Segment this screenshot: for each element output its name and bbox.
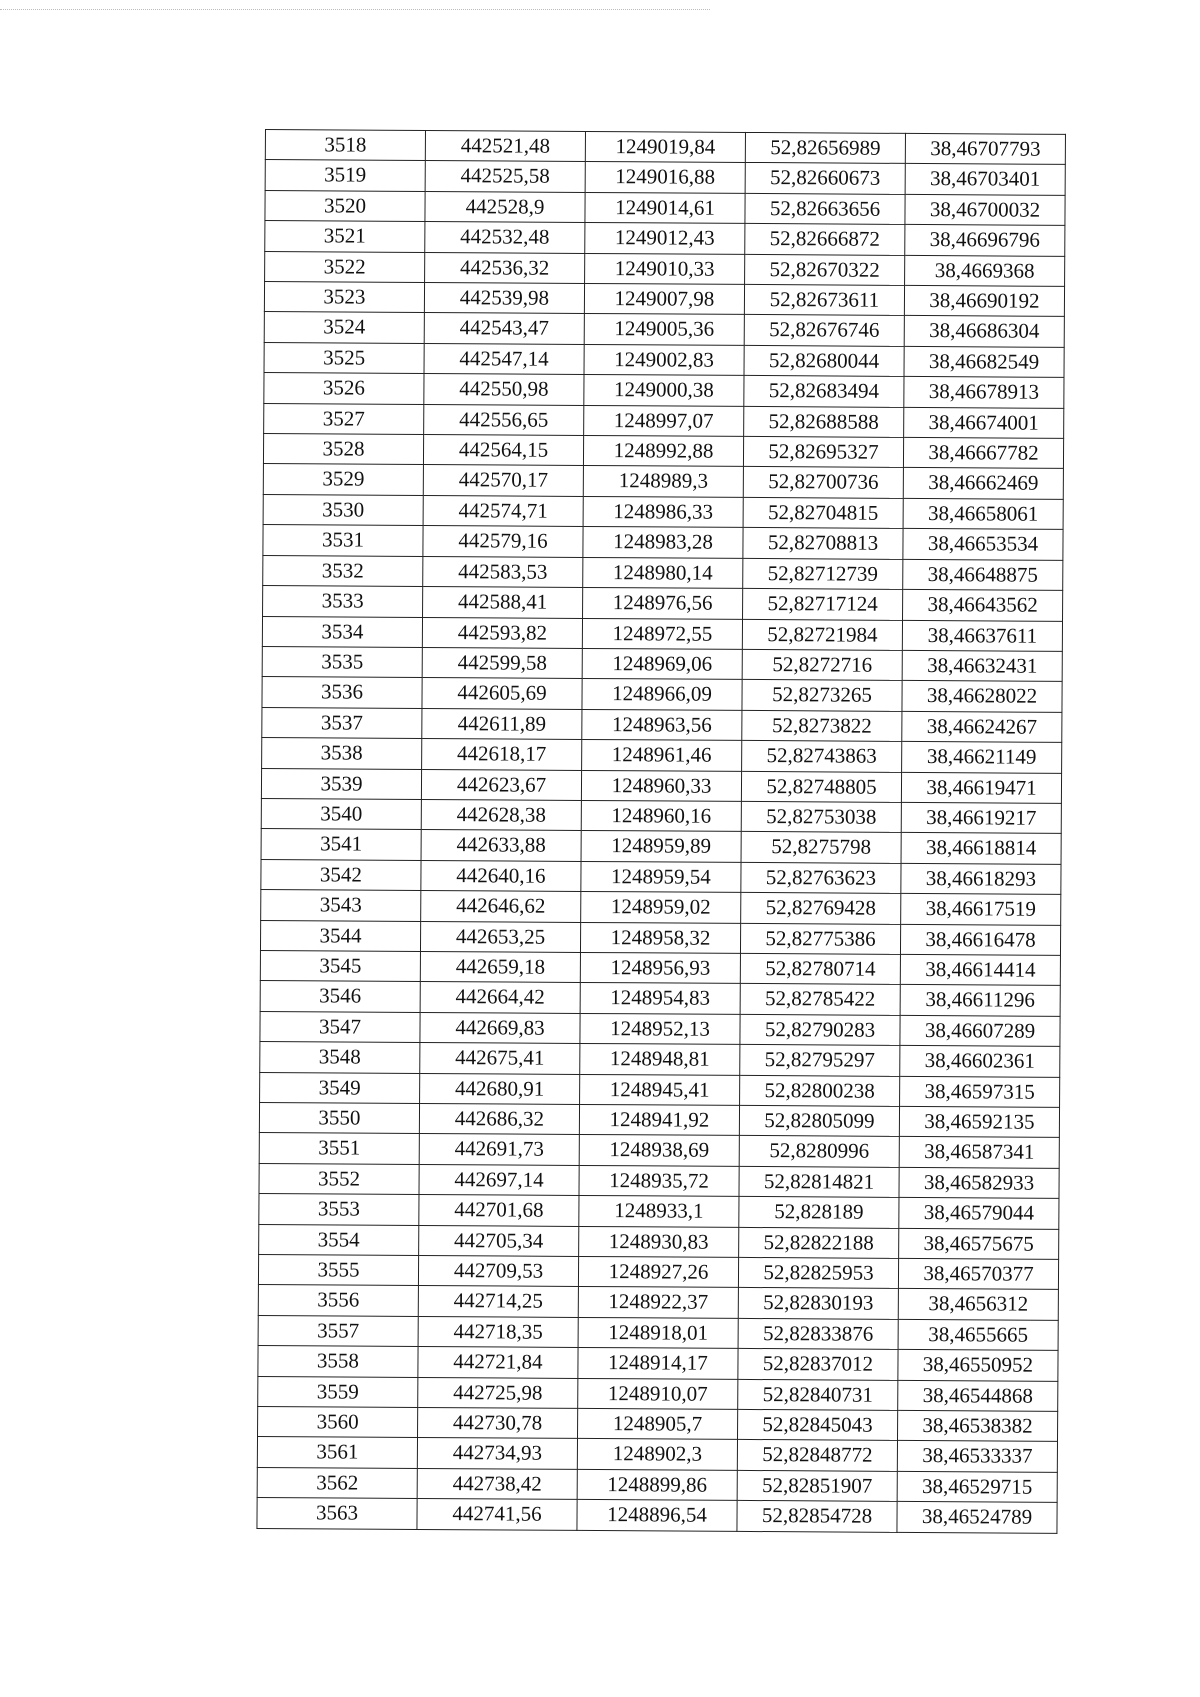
cell-point-number: 3559 <box>258 1376 418 1407</box>
cell-point-number: 3528 <box>263 434 423 465</box>
table-row <box>263 494 1063 529</box>
cell-longitude: 38,46538382 <box>897 1410 1057 1441</box>
cell-x-coordinate: 442528,9 <box>425 191 585 222</box>
cell-latitude: 52,82680044 <box>744 345 904 376</box>
table-row <box>260 1072 1060 1107</box>
cell-x-coordinate: 442718,35 <box>418 1316 578 1347</box>
table-row <box>264 342 1064 377</box>
cell-y-coordinate: 1248927,26 <box>578 1256 738 1287</box>
cell-y-coordinate: 1248933,1 <box>579 1196 739 1227</box>
cell-longitude: 38,46582933 <box>899 1167 1059 1198</box>
table-row <box>263 586 1063 621</box>
cell-longitude: 38,46619471 <box>901 772 1061 803</box>
cell-point-number: 3537 <box>262 707 422 738</box>
cell-latitude: 52,82795297 <box>740 1045 900 1076</box>
cell-longitude: 38,4656312 <box>898 1289 1058 1320</box>
cell-point-number: 3558 <box>258 1346 418 1377</box>
cell-longitude: 38,46617519 <box>901 894 1061 925</box>
table-row <box>262 707 1062 742</box>
cell-x-coordinate: 442653,25 <box>420 921 580 952</box>
cell-x-coordinate: 442570,17 <box>423 465 583 496</box>
cell-x-coordinate: 442646,62 <box>421 891 581 922</box>
cell-x-coordinate: 442547,14 <box>424 343 584 374</box>
cell-point-number: 3554 <box>259 1224 419 1255</box>
table-row <box>262 646 1062 681</box>
table-row <box>259 1194 1059 1229</box>
cell-point-number: 3527 <box>264 403 424 434</box>
table-row <box>264 373 1064 408</box>
cell-point-number: 3557 <box>258 1315 418 1346</box>
cell-latitude: 52,828189 <box>739 1197 899 1228</box>
cell-longitude: 38,46621149 <box>902 742 1062 773</box>
cell-latitude: 52,8273265 <box>742 680 902 711</box>
cell-y-coordinate: 1248941,92 <box>579 1104 739 1135</box>
cell-longitude: 38,46628022 <box>902 681 1062 712</box>
cell-point-number: 3555 <box>258 1255 418 1286</box>
cell-latitude: 52,82790283 <box>740 1014 900 1045</box>
cell-x-coordinate: 442659,18 <box>420 951 580 982</box>
cell-x-coordinate: 442623,67 <box>421 769 581 800</box>
cell-longitude: 38,4655665 <box>898 1319 1058 1350</box>
cell-y-coordinate: 1248989,3 <box>583 466 743 497</box>
cell-y-coordinate: 1249002,83 <box>584 344 744 375</box>
cell-y-coordinate: 1248959,89 <box>581 831 741 862</box>
cell-longitude: 38,46550952 <box>898 1350 1058 1381</box>
cell-latitude: 52,82848772 <box>737 1440 897 1471</box>
cell-longitude: 38,46570377 <box>898 1258 1058 1289</box>
cell-latitude: 52,82785422 <box>740 984 900 1015</box>
cell-y-coordinate: 1248960,33 <box>581 770 741 801</box>
cell-latitude: 52,82822188 <box>739 1227 899 1258</box>
cell-x-coordinate: 442543,47 <box>424 313 584 344</box>
cell-longitude: 38,46700032 <box>905 194 1065 225</box>
cell-point-number: 3551 <box>259 1133 419 1164</box>
table-row <box>264 403 1064 438</box>
coordinates-table-container <box>256 129 1065 1534</box>
cell-point-number: 3529 <box>263 464 423 495</box>
cell-latitude: 52,82845043 <box>738 1409 898 1440</box>
table-row <box>261 768 1061 803</box>
cell-x-coordinate: 442588,41 <box>423 587 583 618</box>
cell-point-number: 3521 <box>265 221 425 252</box>
cell-longitude: 38,46529715 <box>897 1471 1057 1502</box>
cell-x-coordinate: 442734,93 <box>417 1438 577 1469</box>
table-row <box>257 1467 1057 1502</box>
cell-latitude: 52,82833876 <box>738 1318 898 1349</box>
cell-y-coordinate: 1248983,28 <box>583 527 743 558</box>
cell-y-coordinate: 1248952,13 <box>580 1013 740 1044</box>
cell-longitude: 38,46607289 <box>900 1015 1060 1046</box>
cell-point-number: 3518 <box>265 130 425 161</box>
cell-y-coordinate: 1248938,69 <box>579 1135 739 1166</box>
cell-x-coordinate: 442550,98 <box>424 374 584 405</box>
cell-latitude: 52,82837012 <box>738 1349 898 1380</box>
cell-point-number: 3535 <box>262 646 422 677</box>
cell-longitude: 38,46597315 <box>900 1076 1060 1107</box>
cell-latitude: 52,82656989 <box>745 132 905 163</box>
cell-x-coordinate: 442738,42 <box>417 1468 577 1499</box>
cell-y-coordinate: 1248958,32 <box>580 922 740 953</box>
cell-x-coordinate: 442536,32 <box>425 252 585 283</box>
cell-x-coordinate: 442556,65 <box>424 404 584 435</box>
coordinates-table <box>256 129 1066 1534</box>
cell-point-number: 3542 <box>261 859 421 890</box>
cell-longitude: 38,46658061 <box>903 498 1063 529</box>
cell-latitude: 52,8275798 <box>741 832 901 863</box>
cell-x-coordinate: 442705,34 <box>419 1225 579 1256</box>
cell-y-coordinate: 1248963,56 <box>582 709 742 740</box>
cell-y-coordinate: 1249005,36 <box>584 314 744 345</box>
cell-y-coordinate: 1249016,88 <box>585 162 745 193</box>
cell-y-coordinate: 1249012,43 <box>585 223 745 254</box>
cell-x-coordinate: 442664,42 <box>420 982 580 1013</box>
cell-point-number: 3563 <box>257 1498 417 1529</box>
cell-x-coordinate: 442741,56 <box>417 1499 577 1530</box>
cell-point-number: 3531 <box>263 525 423 556</box>
table-row <box>258 1407 1058 1442</box>
cell-x-coordinate: 442583,53 <box>423 556 583 587</box>
cell-longitude: 38,46643562 <box>903 589 1063 620</box>
cell-point-number: 3552 <box>259 1163 419 1194</box>
table-row <box>259 1224 1059 1259</box>
cell-y-coordinate: 1249019,84 <box>585 131 745 162</box>
cell-y-coordinate: 1248986,33 <box>583 496 743 527</box>
cell-point-number: 3560 <box>258 1407 418 1438</box>
cell-longitude: 38,46707793 <box>905 133 1065 164</box>
cell-latitude: 52,82666872 <box>745 224 905 255</box>
cell-y-coordinate: 1248910,07 <box>578 1378 738 1409</box>
cell-latitude: 52,82763623 <box>741 862 901 893</box>
table-row <box>260 1011 1060 1046</box>
cell-latitude: 52,82830193 <box>738 1288 898 1319</box>
cell-longitude: 38,46678913 <box>904 377 1064 408</box>
table-row <box>265 190 1065 225</box>
cell-longitude: 38,46682549 <box>904 346 1064 377</box>
cell-x-coordinate: 442628,38 <box>421 799 581 830</box>
cell-latitude: 52,82743863 <box>742 741 902 772</box>
table-row <box>260 950 1060 985</box>
cell-longitude: 38,46533337 <box>897 1441 1057 1472</box>
table-row <box>257 1498 1057 1533</box>
cell-y-coordinate: 1248922,37 <box>578 1287 738 1318</box>
cell-latitude: 52,82769428 <box>741 893 901 924</box>
cell-x-coordinate: 442675,41 <box>420 1043 580 1074</box>
cell-point-number: 3536 <box>262 677 422 708</box>
cell-y-coordinate: 1248902,3 <box>577 1439 737 1470</box>
cell-y-coordinate: 1248961,46 <box>582 740 742 771</box>
cell-longitude: 38,46592135 <box>899 1106 1059 1137</box>
cell-x-coordinate: 442579,16 <box>423 526 583 557</box>
table-row <box>265 160 1065 195</box>
cell-x-coordinate: 442691,73 <box>419 1134 579 1165</box>
table-row <box>258 1285 1058 1320</box>
cell-point-number: 3525 <box>264 342 424 373</box>
cell-latitude: 52,82673611 <box>744 284 904 315</box>
cell-longitude: 38,46653534 <box>903 529 1063 560</box>
cell-latitude: 52,82712739 <box>743 558 903 589</box>
cell-y-coordinate: 1248976,56 <box>583 588 743 619</box>
cell-point-number: 3541 <box>261 829 421 860</box>
cell-longitude: 38,46575675 <box>899 1228 1059 1259</box>
cell-point-number: 3547 <box>260 1011 420 1042</box>
cell-x-coordinate: 442574,71 <box>423 495 583 526</box>
cell-y-coordinate: 1248918,01 <box>578 1317 738 1348</box>
cell-point-number: 3540 <box>261 798 421 829</box>
cell-y-coordinate: 1248972,55 <box>582 618 742 649</box>
table-row <box>262 677 1062 712</box>
cell-latitude: 52,82825953 <box>738 1257 898 1288</box>
table-row <box>262 738 1062 773</box>
cell-x-coordinate: 442611,89 <box>422 708 582 739</box>
table-row <box>260 920 1060 955</box>
cell-latitude: 52,82840731 <box>738 1379 898 1410</box>
cell-longitude: 38,46674001 <box>904 407 1064 438</box>
cell-point-number: 3538 <box>262 738 422 769</box>
cell-latitude: 52,82814821 <box>739 1166 899 1197</box>
cell-y-coordinate: 1248969,06 <box>582 648 742 679</box>
cell-latitude: 52,82700736 <box>743 467 903 498</box>
cell-longitude: 38,46602361 <box>900 1046 1060 1077</box>
table-row <box>259 1163 1059 1198</box>
cell-point-number: 3545 <box>260 950 420 981</box>
cell-point-number: 3549 <box>260 1072 420 1103</box>
cell-latitude: 52,82676746 <box>744 315 904 346</box>
scan-edge-line <box>0 9 710 10</box>
cell-x-coordinate: 442701,68 <box>419 1195 579 1226</box>
cell-point-number: 3544 <box>260 920 420 951</box>
cell-y-coordinate: 1248960,16 <box>581 800 741 831</box>
cell-y-coordinate: 1248905,7 <box>578 1408 738 1439</box>
cell-longitude: 38,46690192 <box>904 285 1064 316</box>
cell-point-number: 3539 <box>261 768 421 799</box>
cell-x-coordinate: 442669,83 <box>420 1012 580 1043</box>
cell-latitude: 52,82717124 <box>743 589 903 620</box>
cell-x-coordinate: 442525,58 <box>425 161 585 192</box>
cell-longitude: 38,46524789 <box>897 1502 1057 1533</box>
cell-longitude: 38,46632431 <box>902 650 1062 681</box>
cell-point-number: 3519 <box>265 160 425 191</box>
cell-point-number: 3526 <box>264 373 424 404</box>
cell-point-number: 3548 <box>260 1042 420 1073</box>
table-row <box>265 251 1065 286</box>
cell-x-coordinate: 442593,82 <box>422 617 582 648</box>
cell-latitude: 52,82800238 <box>740 1075 900 1106</box>
cell-point-number: 3543 <box>261 890 421 921</box>
cell-latitude: 52,82670322 <box>745 254 905 285</box>
cell-point-number: 3530 <box>263 494 423 525</box>
cell-x-coordinate: 442521,48 <box>425 130 585 161</box>
table-row <box>261 798 1061 833</box>
cell-x-coordinate: 442640,16 <box>421 860 581 891</box>
cell-longitude: 38,46696796 <box>905 225 1065 256</box>
cell-latitude: 52,82851907 <box>737 1470 897 1501</box>
cell-x-coordinate: 442725,98 <box>418 1377 578 1408</box>
table-row <box>262 616 1062 651</box>
table-row <box>263 464 1063 499</box>
table-row <box>265 130 1065 165</box>
cell-x-coordinate: 442714,25 <box>418 1286 578 1317</box>
cell-longitude: 38,46686304 <box>904 316 1064 347</box>
table-row <box>259 1102 1059 1137</box>
cell-longitude: 38,46544868 <box>898 1380 1058 1411</box>
cell-point-number: 3553 <box>259 1194 419 1225</box>
cell-point-number: 3561 <box>257 1437 417 1468</box>
cell-latitude: 52,82775386 <box>740 923 900 954</box>
cell-longitude: 38,46618814 <box>901 833 1061 864</box>
cell-y-coordinate: 1248896,54 <box>577 1500 737 1531</box>
cell-y-coordinate: 1249007,98 <box>584 283 744 314</box>
cell-latitude: 52,8280996 <box>739 1136 899 1167</box>
cell-point-number: 3532 <box>263 555 423 586</box>
cell-longitude: 38,46579044 <box>899 1198 1059 1229</box>
cell-x-coordinate: 442564,15 <box>423 435 583 466</box>
cell-longitude: 38,46637611 <box>902 620 1062 651</box>
cell-longitude: 38,46614414 <box>900 954 1060 985</box>
cell-latitude: 52,82683494 <box>744 376 904 407</box>
cell-x-coordinate: 442697,14 <box>419 1164 579 1195</box>
cell-latitude: 52,82721984 <box>742 619 902 650</box>
cell-latitude: 52,82780714 <box>740 953 900 984</box>
cell-latitude: 52,82704815 <box>743 497 903 528</box>
cell-y-coordinate: 1248997,07 <box>584 405 744 436</box>
cell-longitude: 38,46662469 <box>903 468 1063 499</box>
cell-point-number: 3523 <box>264 282 424 313</box>
cell-x-coordinate: 442721,84 <box>418 1347 578 1378</box>
cell-latitude: 52,82688588 <box>744 406 904 437</box>
cell-y-coordinate: 1249000,38 <box>584 375 744 406</box>
cell-latitude: 52,82854728 <box>737 1501 897 1532</box>
cell-y-coordinate: 1249014,61 <box>585 192 745 223</box>
table-row <box>257 1437 1057 1472</box>
table-row <box>260 1042 1060 1077</box>
cell-latitude: 52,8273822 <box>742 710 902 741</box>
cell-latitude: 52,8272716 <box>742 649 902 680</box>
cell-point-number: 3562 <box>257 1467 417 1498</box>
table-row <box>261 829 1061 864</box>
cell-longitude: 38,46667782 <box>903 437 1063 468</box>
cell-y-coordinate: 1248899,86 <box>577 1469 737 1500</box>
table-row <box>263 525 1063 560</box>
table-row <box>258 1376 1058 1411</box>
table-row <box>264 282 1064 317</box>
cell-longitude: 38,46587341 <box>899 1137 1059 1168</box>
cell-point-number: 3556 <box>258 1285 418 1316</box>
cell-x-coordinate: 442633,88 <box>421 830 581 861</box>
table-row <box>265 221 1065 256</box>
cell-longitude: 38,46616478 <box>900 924 1060 955</box>
cell-point-number: 3546 <box>260 981 420 1012</box>
table-row <box>264 312 1064 347</box>
cell-x-coordinate: 442532,48 <box>425 222 585 253</box>
cell-x-coordinate: 442680,91 <box>420 1073 580 1104</box>
cell-longitude: 38,46611296 <box>900 985 1060 1016</box>
table-row <box>260 981 1060 1016</box>
cell-point-number: 3520 <box>265 190 425 221</box>
table-row <box>263 434 1063 469</box>
cell-point-number: 3524 <box>264 312 424 343</box>
cell-longitude: 38,46703401 <box>905 164 1065 195</box>
cell-latitude: 52,82660673 <box>745 163 905 194</box>
table-row <box>258 1315 1058 1350</box>
cell-longitude: 38,46648875 <box>903 559 1063 590</box>
cell-x-coordinate: 442686,32 <box>419 1103 579 1134</box>
cell-longitude: 38,46619217 <box>901 802 1061 833</box>
cell-point-number: 3550 <box>259 1102 419 1133</box>
cell-y-coordinate: 1248945,41 <box>580 1074 740 1105</box>
cell-latitude: 52,82805099 <box>739 1105 899 1136</box>
cell-latitude: 52,82748805 <box>741 771 901 802</box>
table-row <box>258 1346 1058 1381</box>
table-row <box>261 890 1061 925</box>
cell-point-number: 3522 <box>265 251 425 282</box>
table-row <box>258 1255 1058 1290</box>
table-row <box>259 1133 1059 1168</box>
cell-y-coordinate: 1248980,14 <box>583 557 743 588</box>
cell-latitude: 52,82708813 <box>743 528 903 559</box>
cell-y-coordinate: 1248959,02 <box>581 892 741 923</box>
cell-x-coordinate: 442618,17 <box>422 739 582 770</box>
cell-longitude: 38,46618293 <box>901 863 1061 894</box>
cell-y-coordinate: 1248992,88 <box>583 436 743 467</box>
cell-y-coordinate: 1248966,09 <box>582 679 742 710</box>
cell-point-number: 3534 <box>262 616 422 647</box>
cell-longitude: 38,4669368 <box>905 255 1065 286</box>
cell-y-coordinate: 1248959,54 <box>581 861 741 892</box>
cell-y-coordinate: 1248914,17 <box>578 1348 738 1379</box>
cell-point-number: 3533 <box>263 586 423 617</box>
cell-y-coordinate: 1248954,83 <box>580 983 740 1014</box>
cell-longitude: 38,46624267 <box>902 711 1062 742</box>
cell-latitude: 52,82663656 <box>745 193 905 224</box>
cell-y-coordinate: 1248956,93 <box>580 952 740 983</box>
cell-y-coordinate: 1248948,81 <box>580 1044 740 1075</box>
cell-x-coordinate: 442709,53 <box>418 1255 578 1286</box>
cell-y-coordinate: 1248930,83 <box>579 1226 739 1257</box>
cell-y-coordinate: 1249010,33 <box>585 253 745 284</box>
cell-latitude: 52,82695327 <box>743 436 903 467</box>
cell-y-coordinate: 1248935,72 <box>579 1165 739 1196</box>
table-row <box>263 555 1063 590</box>
cell-x-coordinate: 442730,78 <box>418 1408 578 1439</box>
coordinates-table-body <box>257 130 1066 1534</box>
cell-latitude: 52,82753038 <box>741 801 901 832</box>
table-row <box>261 859 1061 894</box>
cell-x-coordinate: 442599,58 <box>422 647 582 678</box>
cell-x-coordinate: 442539,98 <box>424 283 584 314</box>
cell-x-coordinate: 442605,69 <box>422 678 582 709</box>
